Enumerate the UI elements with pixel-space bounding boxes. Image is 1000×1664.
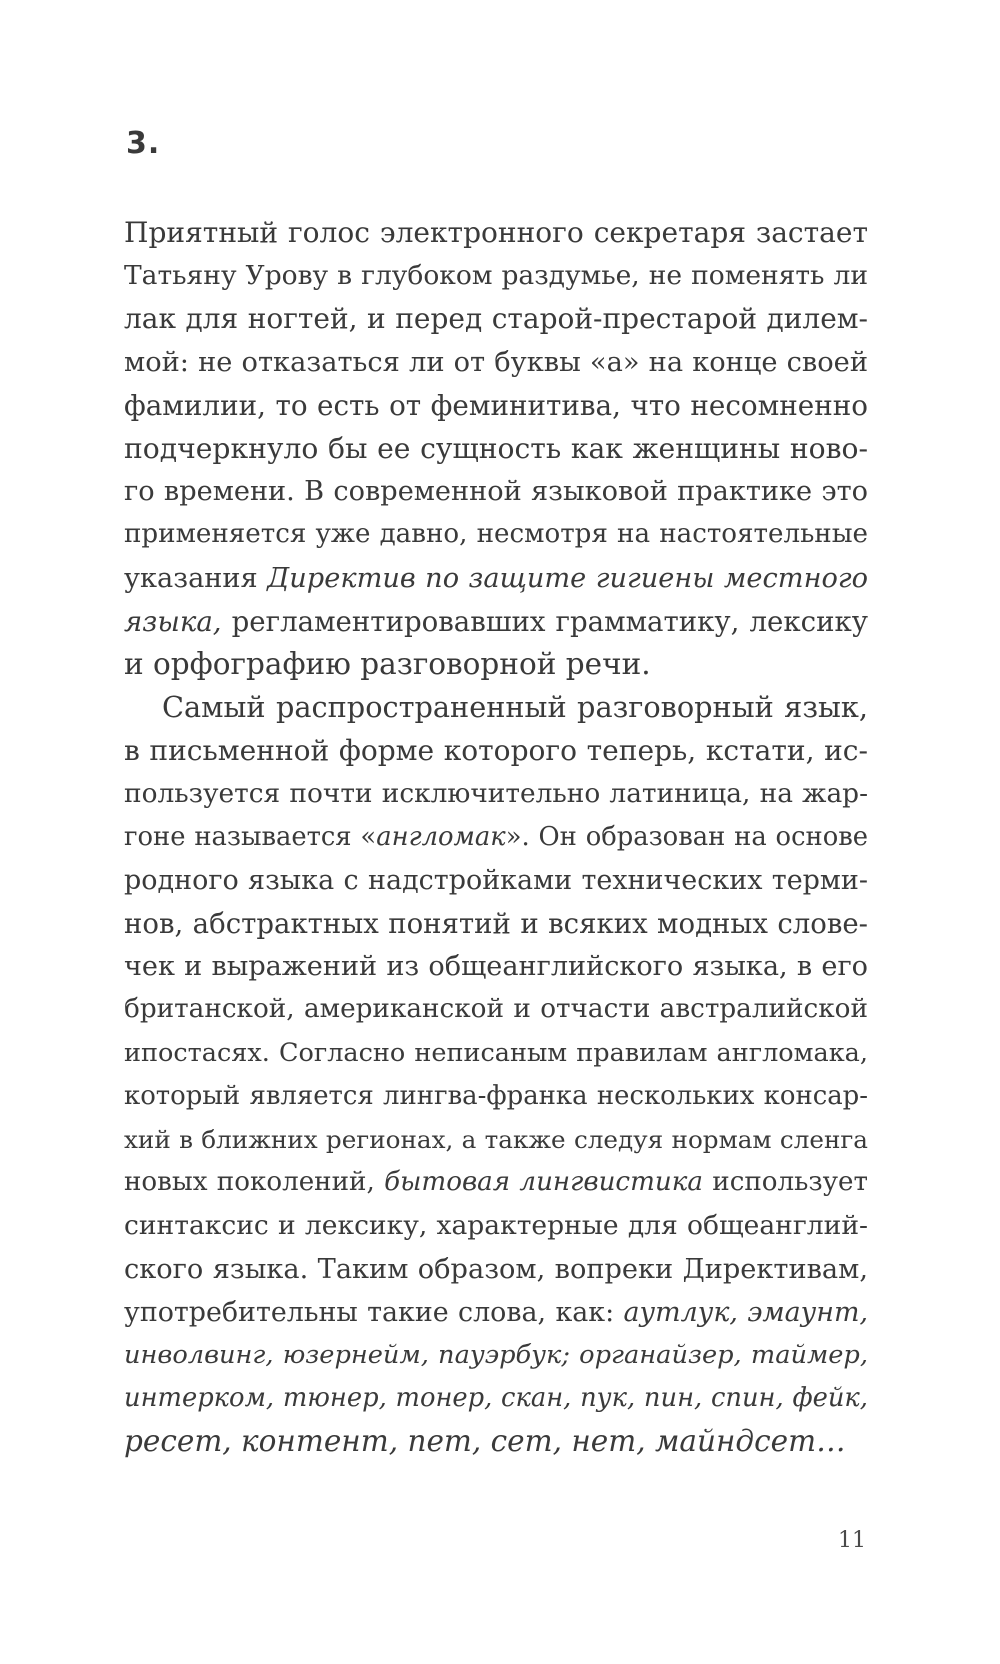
text-segment: указания [124,562,268,594]
text-segment: Приятный голос электронного секретаря застает [124,216,868,249]
paragraph [124,686,868,1463]
text-line [124,427,868,470]
text-segment: использует [702,1167,868,1198]
text-line [124,1118,868,1161]
text-segment: ипостасях. Согласно неписаным правилам англомака, [124,1037,868,1068]
text-line [124,902,868,945]
text-segment: новых поколений, [124,1167,385,1198]
text-segment: ». Он образован на основе [505,821,868,852]
text-segment: британской, американской и отчасти австралийской [124,994,868,1025]
text-segment: Татьяну Урову в глубоком раздумье, не поменять ли [124,260,868,292]
italic-text: интерком, тюнер, тонер, скан, пук, пин, спин, фейк, [124,1383,868,1414]
text-line [124,643,868,686]
text-line [124,513,868,556]
text-segment: родного языка с надстройками технических терми- [124,864,868,896]
text-segment: синтаксис и лексику, характерные для общеанглий- [124,1210,868,1242]
paragraph [124,211,868,686]
text-segment: регламентировавших грамматику, лексику [221,604,868,638]
text-line [124,816,868,859]
text-segment: чек и выражений из общеанглийского языка, в его [124,951,868,983]
text-segment: применяется уже давно, несмотря на настоятельные [124,519,868,550]
text-segment: ского языка. Таким образом, вопреки Директивам, [124,1253,868,1285]
text-line [124,729,868,772]
text-segment: мой: не отказаться ли от буквы «а» на конце своей [124,346,868,378]
text-line [124,859,868,902]
text-segment: пользуется почти исключительно латиница, на жар- [124,778,868,810]
text-line [124,1291,868,1334]
text-line [124,384,868,427]
text-line [124,988,868,1031]
text-line [124,1420,868,1463]
text-segment: хий в ближних регионах, а также следуя нормам сленга [124,1124,868,1154]
text-line [124,772,868,815]
text-segment: и орфографию разговорной речи. [124,646,651,681]
text-line [124,600,868,643]
text-line [124,341,868,384]
text-line [124,297,868,340]
text-line [124,1248,868,1291]
italic-text: языка, [124,604,222,638]
text-line [124,557,868,600]
text-line [124,1204,868,1247]
text-segment: подчеркнуло бы ее сущность как женщины ново- [124,431,868,465]
text-segment: в письменной форме которого теперь, кстати, ис- [124,734,868,768]
text-segment: употребительны такие слова, как: [124,1296,624,1328]
italic-text: бытовая лингвистика [384,1167,703,1198]
italic-text: аутлук, эмаунт, [623,1296,868,1328]
text-line [124,1075,868,1118]
text-segment: фамилии, то есть от феминитива, что несомненно [124,388,868,422]
text-line [124,1334,868,1377]
text-segment: лак для ногтей, и перед старой-престарой дилем- [124,302,868,336]
body-text [124,211,868,1463]
text-line [124,945,868,988]
text-line [124,1032,868,1075]
italic-text: Директив по защите гигиены местного [267,562,868,594]
text-line [124,254,868,297]
italic-text: англомак [376,821,506,852]
text-segment: который является лингва-франка нескольких консар- [124,1080,868,1111]
text-line [124,470,868,513]
text-line [124,211,868,254]
text-line [124,686,868,729]
text-segment: го времени. В современной языковой практике это [124,476,868,508]
italic-text: ресет, контент, пет, сет, нет, майндсет… [124,1424,846,1459]
chapter-number: 3. [126,126,161,161]
italic-text: инволвинг, юзернейм, пауэрбук; органайзер, таймер, [124,1339,868,1370]
text-line [124,1161,868,1204]
text-segment: Самый распространенный разговорный язык, [162,690,868,725]
text-line [124,1377,868,1420]
page-number: 11 [838,1528,866,1553]
text-segment: гоне называется « [124,821,377,852]
text-segment: нов, абстрактных понятий и всяких модных слове- [124,907,868,940]
